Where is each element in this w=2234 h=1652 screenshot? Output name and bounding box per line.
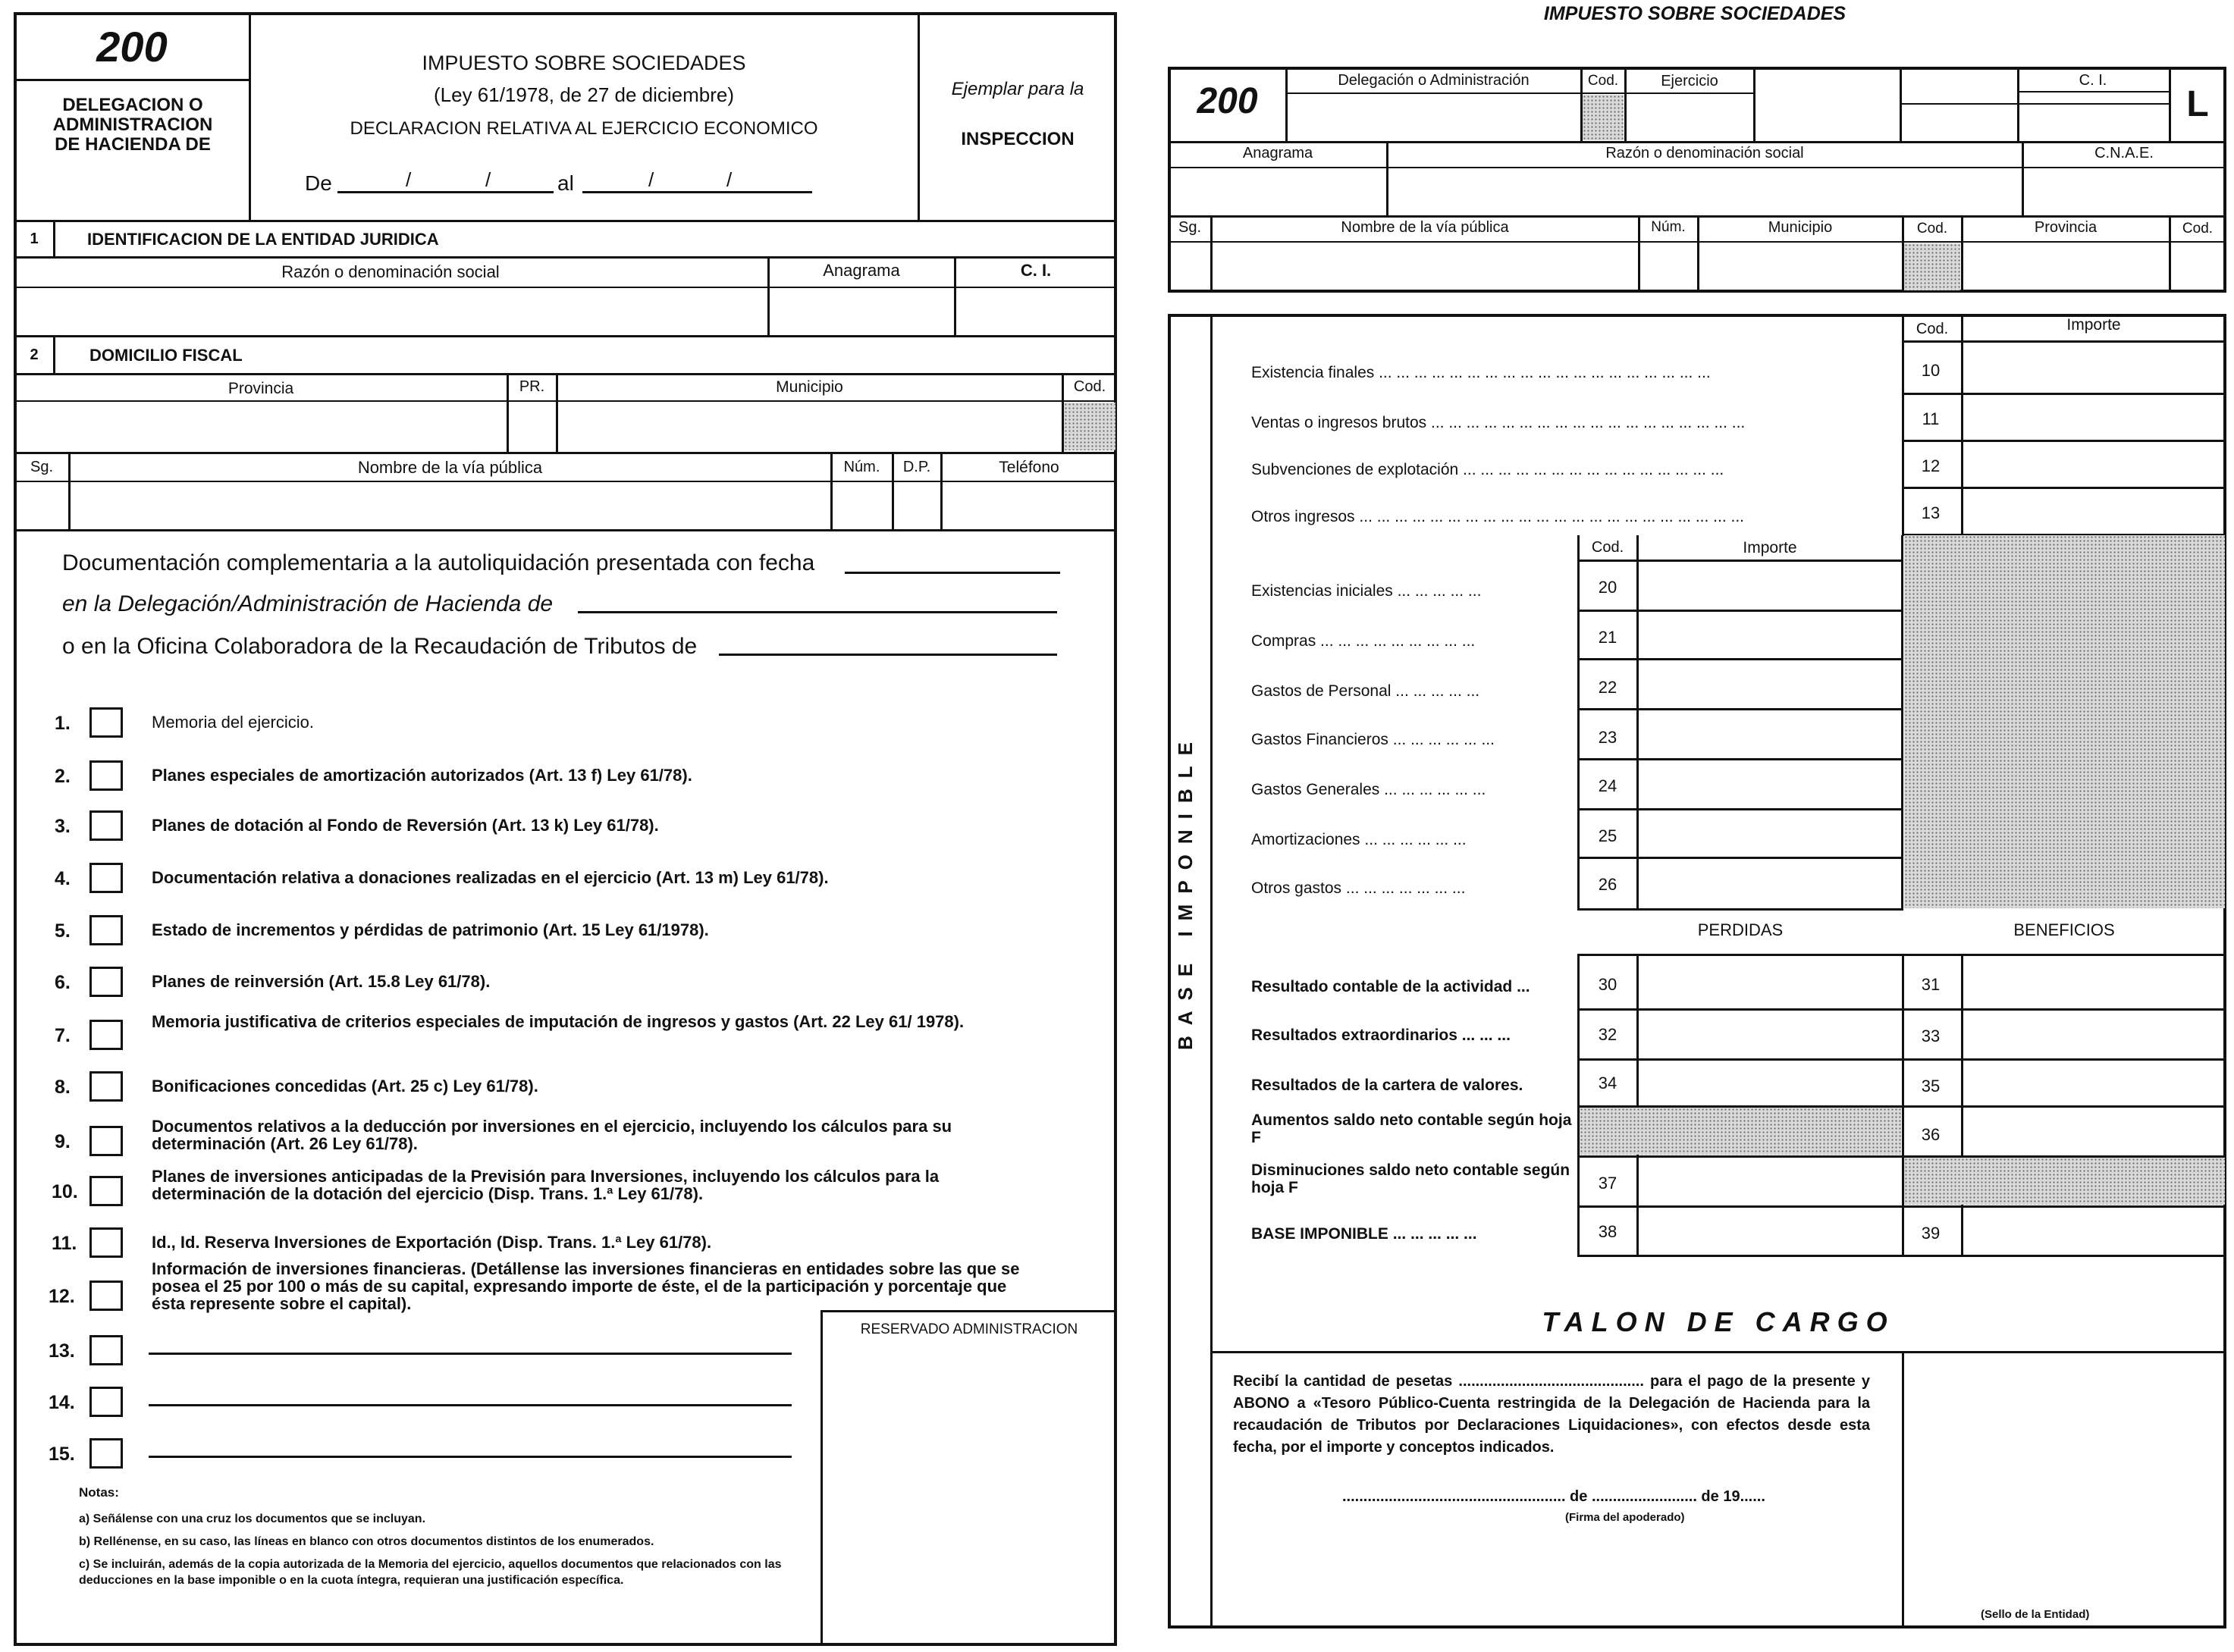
s1-anagrama-field[interactable] [770, 289, 952, 334]
talon-date-line[interactable]: ..................................................... de ......................... de 19...... [1342, 1488, 1765, 1505]
item-blank-field[interactable] [149, 1456, 792, 1458]
resultado-code-beneficios: 36 [1921, 1125, 1941, 1144]
right-cod-shaded [1583, 95, 1624, 140]
right-anagrama-label: Anagrama [1242, 145, 1313, 161]
date-separator: / [726, 168, 733, 191]
resultado-label: Resultados extraordinarios ... ... ... [1251, 1027, 1511, 1044]
right-razon-field[interactable] [1389, 170, 2020, 214]
firma-label: (Firma del apoderado) [1565, 1511, 1685, 1524]
s1-razon-label: Razón o denominación social [281, 262, 500, 281]
date-separator: / [485, 168, 491, 191]
date-separator: / [648, 168, 654, 191]
gasto-code: 22 [1598, 678, 1617, 697]
item-number: 5. [55, 920, 71, 942]
ingreso-importe-field[interactable] [1966, 443, 2222, 485]
resultado-beneficios-field[interactable] [1966, 957, 2222, 1007]
item-number: 9. [55, 1131, 71, 1152]
right-ci-field[interactable] [2020, 106, 2167, 139]
gasto-importe-field[interactable] [1641, 811, 1899, 855]
base-imponible-vertical-label: BASE IMPONIBLE [1174, 732, 1197, 1050]
gastos-importe-header: Importe [1743, 539, 1797, 556]
section2-title: DOMICILIO FISCAL [89, 346, 243, 365]
gasto-label: Otros gastos ... ... ... ... ... ... ... [1251, 879, 1466, 897]
right-provincia-field[interactable] [1964, 244, 2167, 290]
s2-cod-shaded [1064, 403, 1115, 450]
gasto-importe-field[interactable] [1641, 860, 1899, 907]
right-mun-cod-label: Cod. [1916, 221, 1948, 237]
item-checkbox[interactable] [89, 1335, 123, 1365]
item-number: 6. [55, 972, 71, 993]
item-checkbox[interactable] [89, 810, 123, 841]
sello-area[interactable] [1905, 1354, 2223, 1604]
item-number: 7. [55, 1025, 71, 1046]
section1-number: 1 [30, 230, 39, 247]
s2-municipio-label: Municipio [776, 378, 843, 396]
right-ejercicio-label: Ejercicio [1661, 73, 1718, 89]
sello-label: (Sello de la Entidad) [1981, 1608, 2090, 1621]
section2-number: 2 [30, 346, 39, 363]
left-title: IMPUESTO SOBRE SOCIEDADES [422, 52, 746, 74]
ingreso-label: Otros ingresos ... ... ... ... ... ... ... ... ... ... ... ... ... ... ... ... ... ... ... ... ... ... [1251, 508, 1744, 525]
gasto-code: 26 [1598, 875, 1617, 894]
gasto-importe-field[interactable] [1641, 761, 1899, 807]
item-number: 10. [52, 1181, 78, 1202]
item-checkbox[interactable] [89, 967, 123, 997]
item-blank-field[interactable] [149, 1404, 792, 1406]
s1-razon-field[interactable] [17, 289, 766, 334]
s2-municipio-field[interactable] [559, 403, 1060, 450]
right-anagrama-field[interactable] [1171, 170, 1385, 214]
item-text: Documentos relativos a la deducción por inversiones en el ejercicio, incluyendo los cálculos para su determinación (Art. 26 Ley 61/78). [152, 1117, 952, 1154]
reservado-label: RESERVADO ADMINISTRACION [860, 1321, 1078, 1337]
item-number: 4. [55, 868, 71, 889]
item-checkbox[interactable] [89, 863, 123, 893]
resultado-perdidas-field[interactable] [1641, 1208, 1899, 1255]
ingreso-code: 13 [1921, 503, 1941, 522]
s2-sg-label: Sg. [30, 459, 54, 475]
nota-a: a) Señálense con una cruz los documentos que se incluyan. [79, 1513, 426, 1525]
resultado-code-perdidas: 34 [1598, 1074, 1617, 1092]
resultado-code-perdidas: 37 [1598, 1174, 1617, 1193]
item-text: Memoria del ejercicio. [152, 713, 314, 732]
gasto-label: Gastos Generales ... ... ... ... ... ... [1251, 781, 1486, 798]
item-number: 1. [55, 713, 71, 734]
right-num-label: Núm. [1651, 219, 1686, 235]
resultado-code-beneficios: 33 [1921, 1027, 1941, 1045]
s2-cod-label: Cod. [1073, 378, 1106, 395]
gastos-shaded-area [1904, 535, 2225, 908]
s2-provincia-field[interactable] [17, 403, 505, 450]
ingreso-label: Existencia finales ... ... ... ... ... ... ... ... ... ... ... ... ... ... ... ... ... ... ... [1251, 364, 1711, 381]
right-municipio-label: Municipio [1768, 219, 1833, 236]
period-from-field[interactable] [337, 191, 554, 193]
item-checkbox[interactable] [89, 1020, 123, 1050]
s1-ci-label: C. I. [1020, 261, 1052, 280]
ingreso-code: 12 [1921, 456, 1941, 475]
resultado-code-beneficios: 39 [1921, 1224, 1941, 1243]
resultado-beneficios-field[interactable] [1966, 1061, 2222, 1104]
ingreso-importe-field[interactable] [1966, 396, 2222, 438]
s2-via-label: Nombre de la vía pública [357, 458, 543, 477]
item-checkbox[interactable] [89, 1281, 123, 1311]
item-number: 12. [49, 1286, 75, 1307]
right-ci-label: C. I. [2079, 72, 2107, 89]
period-from-label: De [305, 171, 332, 195]
left-subtitle: DECLARACION RELATIVA AL EJERCICIO ECONOMICO [350, 118, 818, 139]
right-cod-label: Cod. [1587, 73, 1619, 89]
resultado-code-beneficios: 31 [1921, 975, 1941, 994]
s2-via-field[interactable] [71, 483, 829, 528]
gasto-code: 20 [1598, 578, 1617, 597]
resultado-perdidas-field[interactable] [1641, 1011, 1899, 1057]
nota-c: c) Se incluirán, además de la copia autorizada de la Memoria del ejercicio, aquellos documentos que relacionados con las deducciones en la base imponible o en la cuota íntegra, requieran una justificación específica. [79, 1558, 782, 1587]
s2-tel-label: Teléfono [999, 459, 1059, 476]
resultado-perdidas-field[interactable] [1641, 957, 1899, 1007]
right-delegacion-field[interactable] [1288, 96, 1579, 139]
item-checkbox[interactable] [89, 1227, 123, 1258]
item-checkbox[interactable] [89, 760, 123, 791]
item-checkbox[interactable] [89, 1176, 123, 1206]
s2-num-label: Núm. [843, 459, 880, 475]
resultado-code-perdidas: 38 [1598, 1222, 1617, 1241]
gastos-cod-header: Cod. [1591, 539, 1624, 556]
resultado-perdidas-field[interactable] [1641, 1158, 1899, 1204]
resultado-perdidas-field[interactable] [1641, 1061, 1899, 1104]
item-number: 8. [55, 1077, 71, 1098]
right-letter: L [2186, 84, 2209, 124]
period-to-label: al [557, 171, 574, 195]
resultado-code-perdidas: 32 [1598, 1025, 1617, 1044]
left-form-number: 200 [96, 23, 168, 71]
s2-provincia-label: Provincia [227, 380, 294, 397]
period-to-field[interactable] [582, 191, 812, 193]
gasto-label: Amortizaciones ... ... ... ... ... ... [1251, 831, 1467, 848]
col-importe-header: Importe [2066, 316, 2121, 334]
item-text: Memoria justificativa de criterios especiales de imputación de ingresos y gastos (Art. 22 Ley 61/ 1978). [152, 1012, 965, 1031]
resultado-code-beneficios: 35 [1921, 1077, 1941, 1096]
gasto-importe-field[interactable] [1641, 613, 1899, 657]
resultado-label: Aumentos saldo neto contable según hoja F [1251, 1111, 1572, 1147]
col-cod-header: Cod. [1916, 321, 1949, 337]
s1-anagrama-label: Anagrama [823, 261, 900, 280]
ingreso-label: Subvenciones de explotación ... ... ... ... ... ... ... ... ... ... ... ... ... ... ... [1251, 461, 1724, 478]
right-municipio-field[interactable] [1700, 244, 1900, 290]
doc-delegacion-field[interactable] [578, 611, 1057, 613]
resultado-label: BASE IMPONIBLE ... ... ... ... ... [1251, 1225, 1477, 1243]
right-provincia-label: Provincia [2034, 219, 2098, 236]
doc-line-2: en la Delegación/Administración de Hacienda de [62, 591, 554, 616]
ingreso-code: 11 [1922, 409, 1940, 428]
s2-tel-field[interactable] [943, 483, 1115, 528]
item-number: 11. [52, 1233, 77, 1254]
resultado-code-perdidas: 30 [1598, 975, 1617, 994]
right-cnae-label: C.N.A.E. [2094, 145, 2154, 161]
item-text: Estado de incrementos y pérdidas de patrimonio (Art. 15 Ley 61/1978). [152, 920, 709, 939]
item-text: Planes de inversiones anticipadas de la Previsión para Inversiones, incluyendo los cálculos para la determinación de la dotación del ejercicio (Disp. Trans. 1.ª Ley 61/78). [152, 1167, 940, 1204]
item-number: 15. [49, 1444, 75, 1465]
item-blank-field[interactable] [149, 1353, 792, 1355]
right-mun-cod-shaded [1904, 243, 1960, 290]
item-text: Planes de dotación al Fondo de Reversión (Art. 13 k) Ley 61/78). [152, 816, 659, 835]
doc-line-1: Documentación complementaria a la autoliquidación presentada con fecha [62, 550, 815, 575]
talon-title: TALON DE CARGO [1542, 1306, 1895, 1337]
left-delegacion-label: DELEGACION O ADMINISTRACION DE HACIENDA DE [52, 95, 213, 155]
item-number: 3. [55, 816, 71, 837]
ingreso-importe-field[interactable] [1966, 346, 2222, 390]
item-checkbox[interactable] [89, 707, 123, 738]
s2-pr-label: PR. [519, 378, 545, 395]
doc-date-field[interactable] [845, 572, 1060, 574]
left-law: (Ley 61/1978, de 27 de diciembre) [433, 83, 735, 106]
item-checkbox[interactable] [89, 1071, 123, 1102]
gasto-label: Gastos de Personal ... ... ... ... ... [1251, 682, 1480, 700]
item-checkbox[interactable] [89, 1387, 123, 1417]
gasto-code: 25 [1598, 826, 1617, 845]
gasto-label: Compras ... ... ... ... ... ... ... ... ... [1251, 632, 1476, 650]
item-text: Planes especiales de amortización autorizados (Art. 13 f) Ley 61/78). [152, 766, 692, 785]
s2-dp-label: D.P. [902, 459, 931, 475]
resultado-label: Disminuciones saldo neto contable según hoja F [1251, 1161, 1570, 1197]
gasto-code: 21 [1598, 628, 1617, 647]
item-checkbox[interactable] [89, 915, 123, 945]
item-text: Documentación relativa a donaciones realizadas en el ejercicio (Art. 13 m) Ley 61/78). [152, 868, 829, 887]
resultado-beneficios-field[interactable] [1966, 1208, 2222, 1255]
gasto-importe-field[interactable] [1641, 661, 1899, 707]
right-header-title: IMPUESTO SOBRE SOCIEDADES [1543, 3, 1847, 24]
gasto-label: Gastos Financieros ... ... ... ... ... ... [1251, 731, 1495, 748]
item-text: Id., Id. Reserva Inversiones de Exportación (Disp. Trans. 1.ª Ley 61/78). [152, 1233, 712, 1252]
ingreso-importe-field[interactable] [1966, 490, 2222, 532]
date-separator: / [406, 168, 412, 191]
resultado-beneficios-field[interactable] [1966, 1011, 2222, 1057]
item-text: Planes de reinversión (Art. 15.8 Ley 61/78). [152, 972, 491, 991]
copy-target: INSPECCION [961, 129, 1075, 149]
gasto-code: 24 [1598, 776, 1617, 795]
resultados-shaded-left [1580, 1108, 1901, 1155]
section1-title: IDENTIFICACION DE LA ENTIDAD JURIDICA [87, 230, 439, 249]
item-text: Información de inversiones financieras. (Detállense las inversiones financieras en entidades sobre las que se posea el 25 por 100 o más de su capital, expresando importe de éste, el de la participación y porcentaje que ésta represente sobre el capital). [152, 1259, 1020, 1314]
talon-text: Recibí la cantidad de pesetas ............................................ para el pago de la presente y ABONO a «Tesoro Público-Cuenta restringida de la Delegación de Hacienda para la recaudación de Tributos por Declaraciones Liquidaciones», con efectos desde esta fecha, por el importe y conceptos indicados. [1233, 1373, 1870, 1456]
item-checkbox[interactable] [89, 1126, 123, 1156]
resultados-shaded-right [1904, 1158, 2225, 1205]
gasto-importe-field[interactable] [1641, 563, 1899, 608]
ingreso-label: Ventas o ingresos brutos ... ... ... ... ... ... ... ... ... ... ... ... ... ... ... ... ... ... [1251, 414, 1746, 431]
resultado-beneficios-field[interactable] [1966, 1108, 2222, 1154]
beneficios-header: BENEFICIOS [2013, 920, 2115, 939]
right-delegacion-label: Delegación o Administración [1338, 72, 1530, 89]
nota-b: b) Rellénense, en su caso, las líneas en blanco con otros documentos distintos de los enumerados. [79, 1535, 654, 1548]
item-number: 13. [49, 1340, 75, 1362]
s1-ci-field[interactable] [957, 289, 1115, 334]
gasto-code: 23 [1598, 728, 1617, 747]
right-razon-label: Razón o denominación social [1605, 145, 1804, 161]
notas-title: Notas: [79, 1485, 119, 1500]
right-via-field[interactable] [1213, 244, 1636, 290]
item-text: Bonificaciones concedidas (Art. 25 c) Ley 61/78). [152, 1077, 538, 1096]
copy-label: Ejemplar para la [951, 79, 1084, 99]
resultado-label: Resultados de la cartera de valores. [1251, 1077, 1523, 1094]
item-checkbox[interactable] [89, 1438, 123, 1469]
right-cnae-field[interactable] [2025, 170, 2223, 214]
right-form-number: 200 [1197, 81, 1258, 121]
gasto-importe-field[interactable] [1641, 711, 1899, 757]
right-via-label: Nombre de la vía pública [1341, 219, 1509, 236]
reservado-box [820, 1310, 1116, 1645]
doc-oficina-field[interactable] [719, 654, 1057, 656]
right-sg-label: Sg. [1178, 219, 1202, 236]
resultado-label: Resultado contable de la actividad ... [1251, 978, 1530, 995]
perdidas-header: PERDIDAS [1697, 920, 1784, 939]
item-number: 2. [55, 766, 71, 787]
right-ejercicio-field[interactable] [1627, 96, 1752, 139]
doc-line-3: o en la Oficina Colaboradora de la Recaudación de Tributos de [62, 634, 698, 659]
ingreso-code: 10 [1921, 361, 1941, 380]
right-prov-cod-label: Cod. [2182, 221, 2214, 237]
gasto-label: Existencias iniciales ... ... ... ... ... [1251, 582, 1482, 600]
item-number: 14. [49, 1392, 75, 1413]
